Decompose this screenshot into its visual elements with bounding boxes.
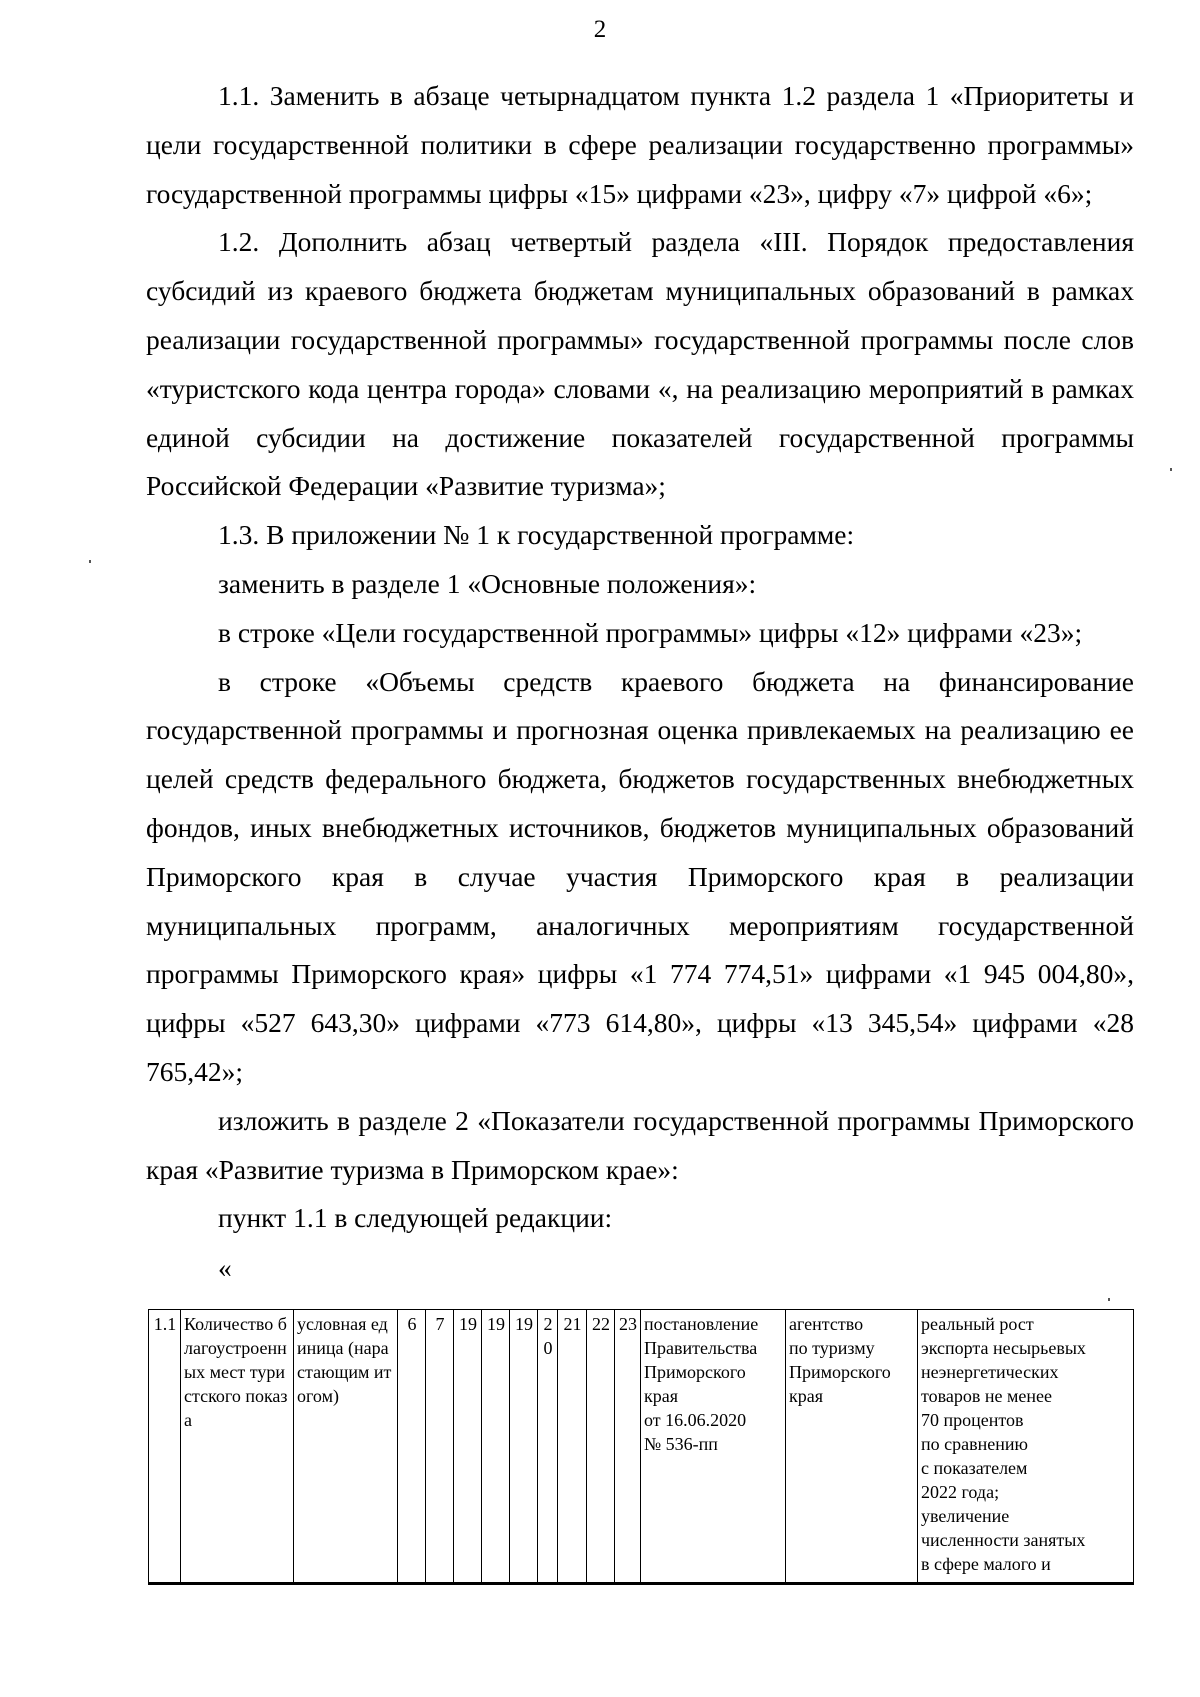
- scan-speck: [89, 560, 91, 563]
- value-cell: 23: [615, 1310, 641, 1584]
- paragraph-1-2: 1.2. Дополнить абзац четвертый раздела «III. Порядок предоставления субсидий из краевого бюджета бюджетам муниципальных образований в рамках реализации государственной программы» государственной программы после слов «туристского кода центра города» словами «, на реализацию мероприятий в рамках единой субсидии на достижение показателей государственной программы Российской Федерации «Развитие туризма»;: [146, 226, 1134, 502]
- page-number: 2: [593, 16, 607, 43]
- value-cell: 6: [398, 1310, 426, 1584]
- value-cell: 19: [482, 1310, 510, 1584]
- paragraph-goals-line: в строке «Цели государственной программы» цифры «12» цифрами «23»;: [218, 616, 1083, 648]
- paragraph-item-1-1: пункт 1.1 в следующей редакции:: [218, 1202, 613, 1234]
- scan-speck: [1170, 468, 1172, 471]
- responsible-agency-cell: агентство по туризму Приморского края: [786, 1310, 918, 1584]
- table-row: [149, 1310, 1134, 1584]
- legal-basis-cell: постановление Правительства Приморского края от 16.06.2020 № 536-пп: [641, 1310, 786, 1584]
- value-cell: 22: [587, 1310, 615, 1584]
- indicator-name-cell: Количество благоустроенных мест туристского показа: [181, 1310, 294, 1584]
- national-goal-cell: реальный рост экспорта несырьевых неэнергетических товаров не менее 70 процентов по сравнению с показателем 2022 года; увеличение численности занятых в сфере малого и: [918, 1310, 1134, 1584]
- paragraph-budget-volumes: в строке «Объемы средств краевого бюджета на финансирование государственной программы и прогнозная оценка привлекаемых на реализацию ее целей средств федерального бюджета, бюджетов государственных внебюджетных фондов, иных внебюджетных источников, бюджетов муниципальных образований Приморского края в случае участия Приморского края в реализации муниципальных программ, аналогичных мероприятиям государственной программы Приморского края» цифры «1 774 774,51» цифрами «1 945 004,80», цифры «527 643,30» цифрами «773 614,80», цифры «13 345,54» цифрами «28 765,42»;: [146, 665, 1134, 1087]
- opening-quote: «: [218, 1252, 232, 1284]
- document-body: [146, 72, 1134, 1293]
- indicators-table: [148, 1309, 1134, 1585]
- paragraph-1-1: 1.1. Заменить в абзаце четырнадцатом пункта 1.2 раздела 1 «Приоритеты и цели государственной политики в сфере реализации государственно программы» государственной программы цифры «15» цифрами «23», цифру «7» цифрой «6»;: [146, 80, 1134, 209]
- paragraph-section-2: изложить в разделе 2 «Показатели государственной программы Приморского края «Развитие туризма в Приморском крае»:: [146, 1104, 1134, 1185]
- unit-cell: условная единица (нарастающим итогом): [294, 1310, 398, 1584]
- scan-speck: [1108, 1298, 1110, 1301]
- value-cell: 20: [538, 1310, 558, 1584]
- row-number-cell: 1.1: [149, 1310, 181, 1584]
- value-cell: 7: [426, 1310, 454, 1584]
- paragraph-1-3: 1.3. В приложении № 1 к государственной программе:: [218, 519, 855, 551]
- value-cell: 19: [454, 1310, 482, 1584]
- paragraph-section-1-heading: заменить в разделе 1 «Основные положения»:: [218, 567, 757, 599]
- value-cell: 19: [510, 1310, 538, 1584]
- value-cell: 21: [558, 1310, 587, 1584]
